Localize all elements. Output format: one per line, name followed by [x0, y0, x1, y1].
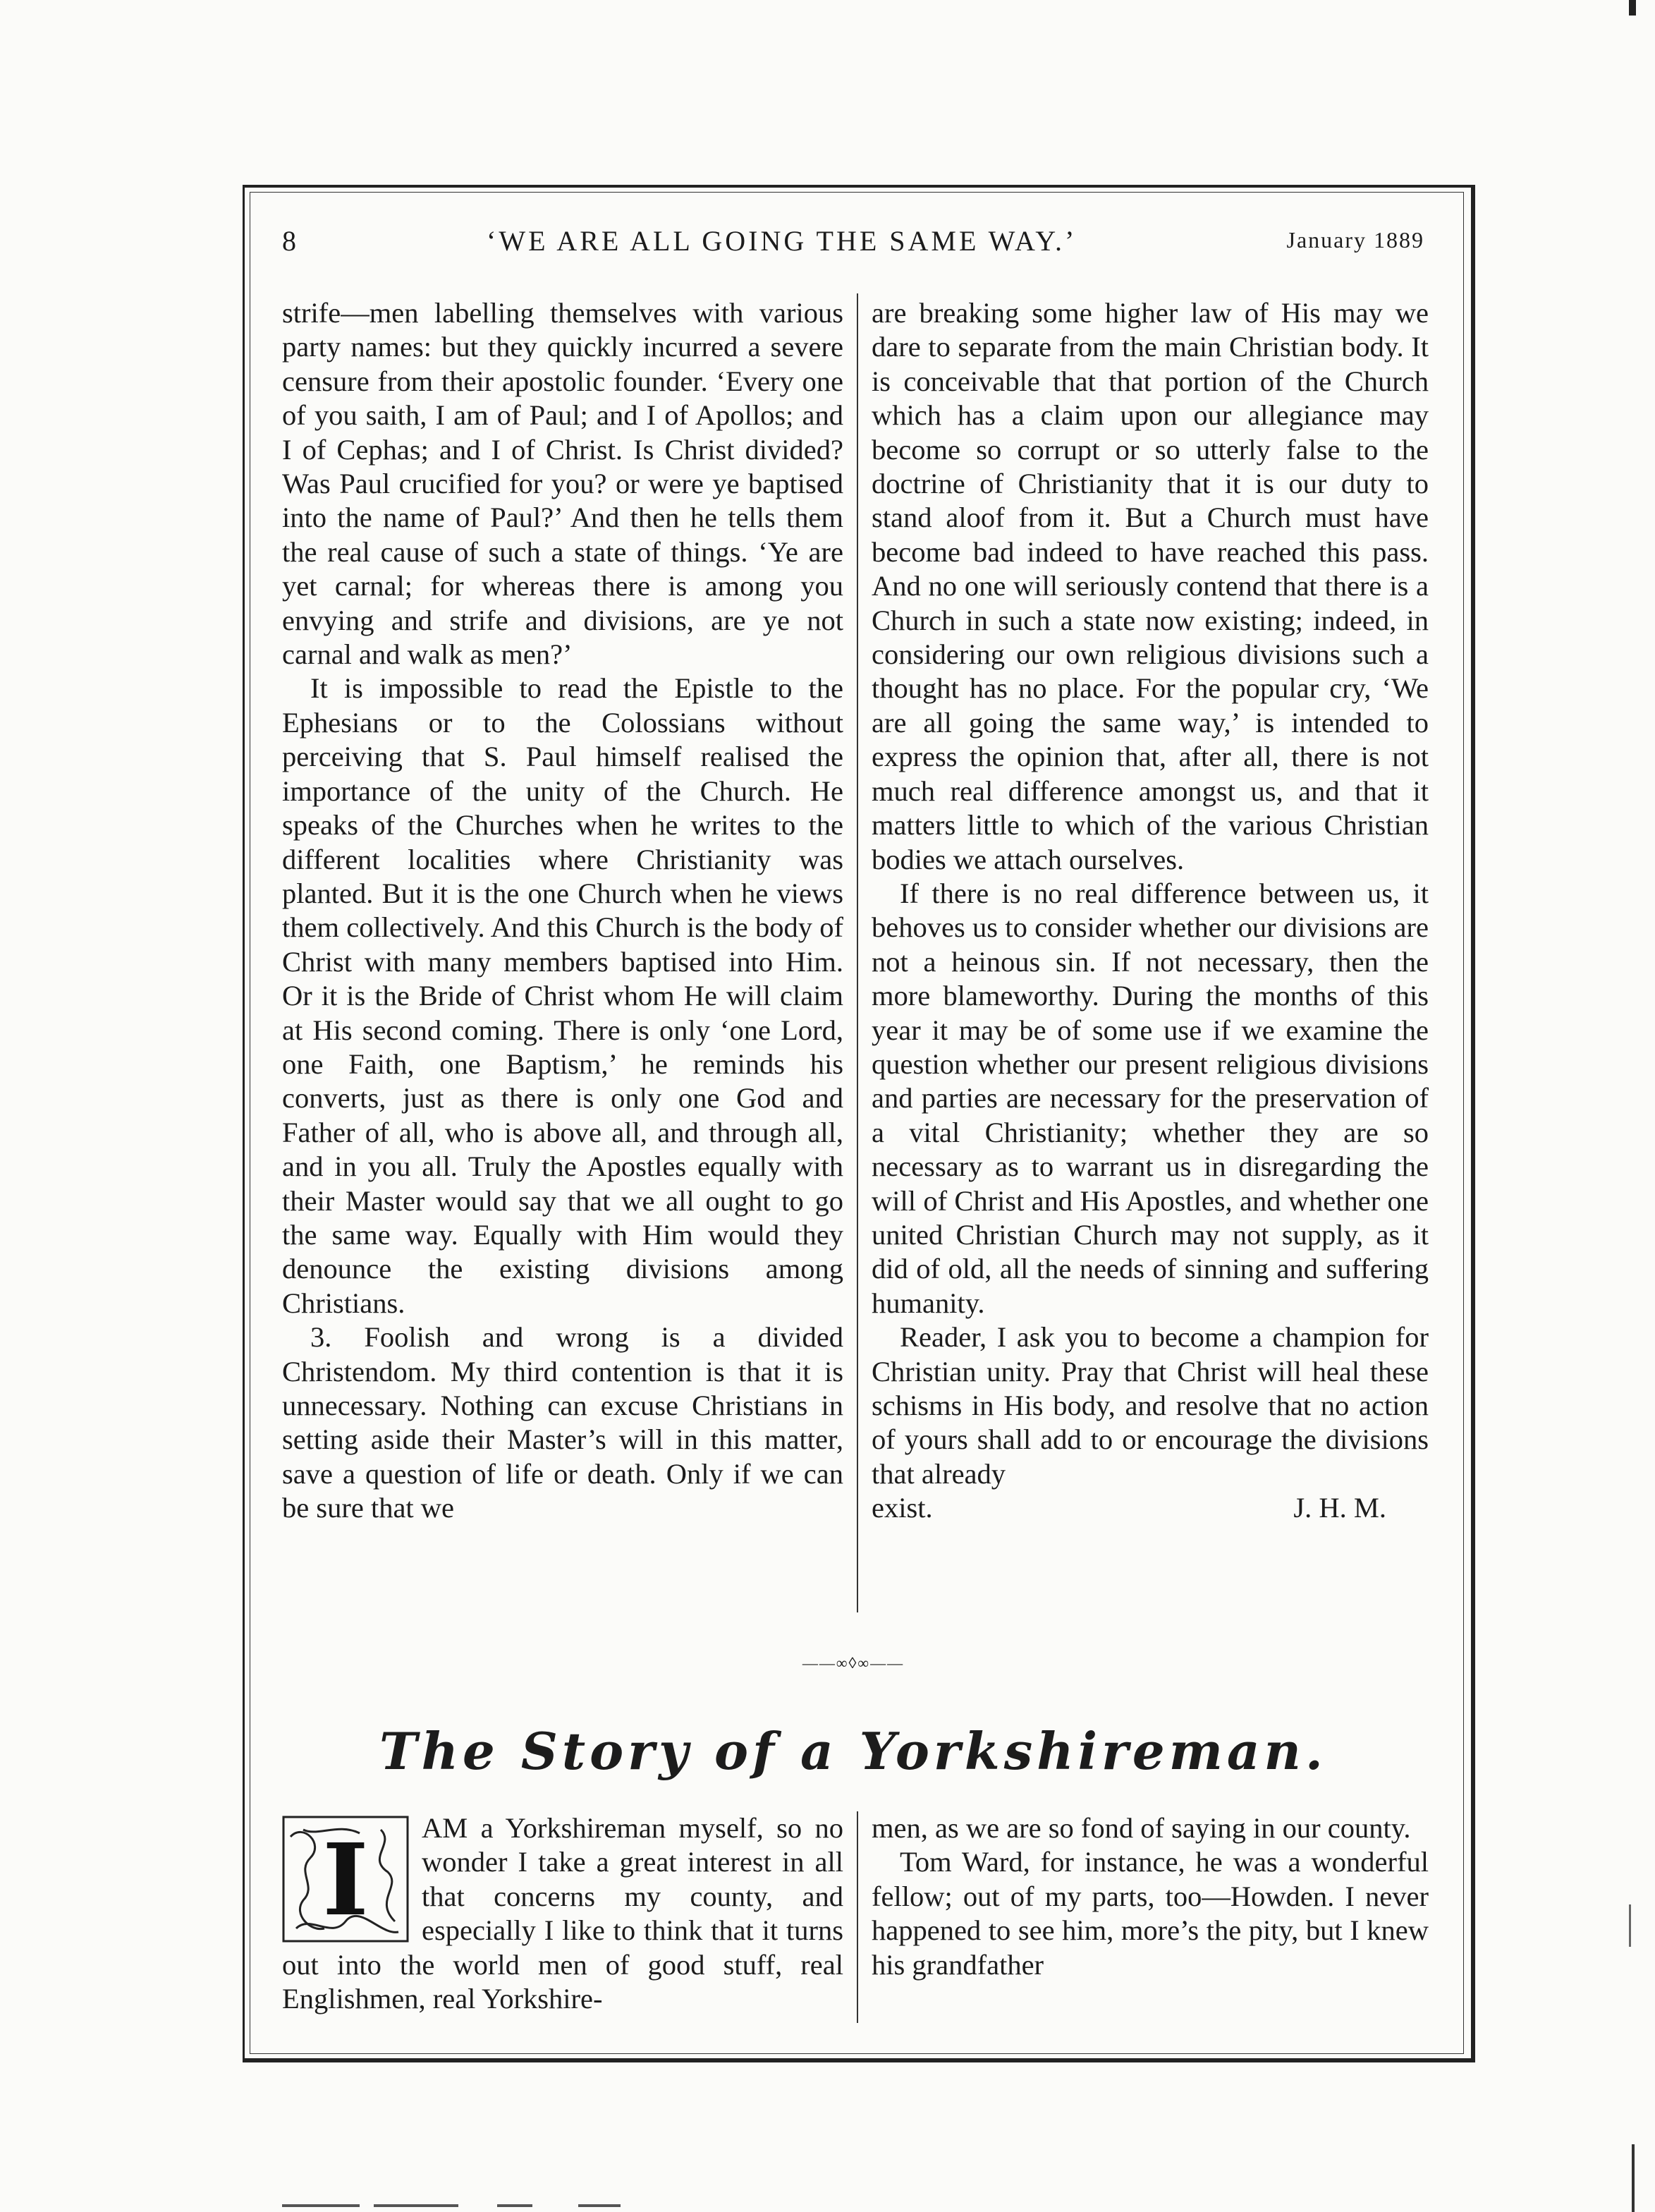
- story-paragraph: Tom Ward, for instance, he was a wonderful fellow; out of my parts, too—Howden. I never happened to see him, more’s the pity, but I knew his grandfather: [872, 1846, 1429, 1981]
- paragraph: 3. Foolish and wrong is a divided Christendom. My third contention is that it is unnecessary. Nothing can excuse Christians in setting aside their Master’s will in this matter, save a question of life or death. Only if we can be sure that we: [282, 1321, 843, 1524]
- decorative-initial: [282, 1816, 409, 1943]
- paragraph: If there is no real difference between us, it behoves us to consider whether our divisions are not a heinous sin. If not necessary, then the more blameworthy. During the months of this year it may be of some use if we examine the question whether our present religious divisions and parties are necessary for the preservation of a vital Christianity; whether they are so necessary as to warrant us in disregarding the will of Christ and His Apostles, and whether one united Christian Church may not supply, as it did of old, all the needs of sinning and suffering humanity.: [872, 877, 1429, 1319]
- paragraph: strife—men labelling themselves with various party names: but they quickly incurred a severe censure from their apostolic founder. ‘Every one of you saith, I am of Paul; and I of Apollos; and I of Cephas; and I of Christ. Is Christ divided? Was Paul crucified for you? or were ye baptised into the name of Paul?’ And then he tells them the real cause of such a state of things. ‘Ye are yet carnal; for whereas there is among you envying and strife and divisions, are ye not carnal and walk as men?’: [282, 297, 843, 671]
- story-column-left: [282, 1811, 843, 2016]
- article-column-right: [872, 296, 1429, 1526]
- issue-date: January 1889: [1286, 227, 1424, 253]
- section-ornament: ——∞◊∞——: [802, 1654, 905, 1672]
- dropcap-letter: I: [322, 1823, 369, 1938]
- paragraph: are breaking some higher law of His may we dare to separate from the main Christian body. It is conceivable that that portion of the Church which has a claim upon our allegiance may become so corrupt or so utterly false to the doctrine of Christianity that it is our duty to stand aloof from it. But a Church must have become bad indeed to have reached this pass. And no one will seriously contend that there is a Church in such a state now existing; indeed, in considering our own religious divisions such a thought has no place. For the popular cry, ‘We are all going the same way,’ is intended to express the opinion that, after all, there is not much real difference amongst us, and that it matters little to which of the various Christian bodies we attach ourselves.: [872, 297, 1429, 875]
- column-divider: [857, 293, 858, 1612]
- author-signature: J. H. M.: [1293, 1492, 1386, 1524]
- story-title: The Story of a Yorkshireman.: [379, 1721, 1327, 1781]
- article-column-left: [282, 296, 843, 1526]
- story-paragraph: AM a Yorkshireman myself, so no wonder I take a great interest in all that concerns my county, and especially I like to think that it turns out into the world men of good stuff, real Englishmen, real Yorkshire-: [282, 1812, 843, 2015]
- page-number: 8: [282, 225, 296, 257]
- running-title: ‘WE ARE ALL GOING THE SAME WAY.’: [487, 225, 1077, 257]
- column-divider: [857, 1811, 858, 2023]
- closing-line: [872, 1491, 1429, 1525]
- paragraph: It is impossible to read the Epistle to the Ephesians or to the Colossians without perceiving that S. Paul himself realised the importance of the unity of the Church. He speaks of the Churches when he writes to the different localities where Christianity was planted. But it is the one Church when he views them collectively. And this Church is the body of Christ with many members baptised into Him. Or it is the Bride of Christ whom He will claim at His second coming. There is only ‘one Lord, one Faith, one Baptism,’ he reminds his converts, just as there is only one God and Father of all, who is above all, and through all, and in you all. Truly the Apostles equally with their Master would say that we all ought to go the same way. Equally with Him would they denounce the existing divisions among Christians.: [282, 672, 843, 1319]
- story-column-right: [872, 1811, 1429, 1982]
- paragraph: Reader, I ask you to become a champion for Christian unity. Pray that Christ will heal these schisms in His body, and resolve that no action of yours shall add to or encourage the divisions that already: [872, 1321, 1429, 1490]
- closing-word: exist.: [872, 1492, 933, 1524]
- page-header: [282, 224, 1424, 267]
- story-paragraph: men, as we are so fond of saying in our county.: [872, 1812, 1411, 1844]
